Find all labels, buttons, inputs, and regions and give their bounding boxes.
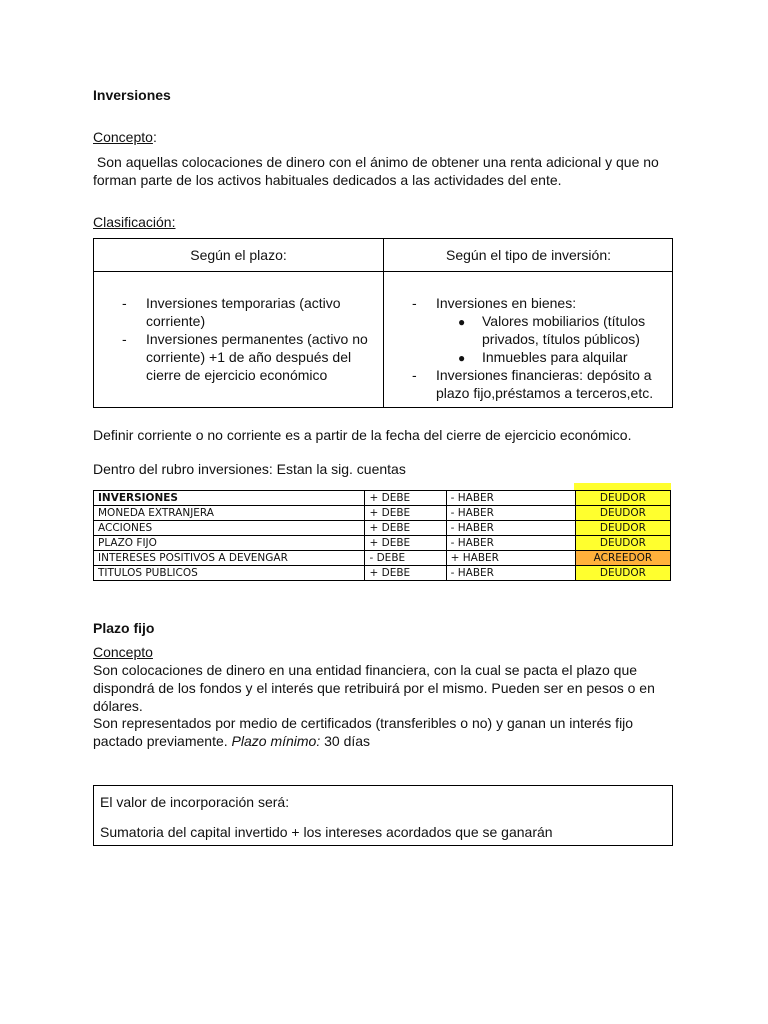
account-estado: DEUDOR [575, 536, 670, 551]
section-title-inversiones: Inversiones [93, 87, 171, 103]
tipo-subitem-inmuebles: Inmuebles para alquilar [482, 349, 628, 365]
account-haber: - HABER [446, 491, 575, 506]
plazo-item-1-line-2: corriente) [146, 313, 206, 329]
concepto-colon: : [152, 129, 157, 145]
account-row [94, 536, 671, 551]
account-name: MONEDA EXTRANJERA [94, 506, 365, 521]
bullet-marker: ● [458, 315, 466, 329]
concepto-label: Concepto [93, 129, 153, 145]
dash-marker: - [412, 367, 417, 383]
plazo-item-2-line-2: corriente) +1 de año después del [146, 349, 352, 365]
plazo-line-5-prefix: pactado previamente. [93, 733, 232, 749]
account-estado: DEUDOR [575, 491, 670, 506]
plazo-line-3: dólares. [93, 698, 143, 714]
account-name: ACCIONES [94, 521, 365, 536]
concepto-line-1: Son aquellas colocaciones de dinero con el ánimo de obtener una renta adicional y que no [93, 154, 659, 170]
tipo-item-financieras-line-1: Inversiones financieras: depósito a [436, 367, 652, 383]
account-estado: ACREEDOR [575, 551, 670, 566]
valor-line-2: Sumatoria del capital invertido + los intereses acordados que se ganarán [100, 824, 553, 840]
account-row [94, 521, 671, 536]
plazo-line-1: Son colocaciones de dinero en una entidad financiera, con la cual se pacta el plazo que [93, 662, 638, 678]
dash-marker: - [122, 295, 127, 311]
plazo-line-2: dispondrá de los fondos y el interés que retribuirá por el mismo. Pueden ser en pesos o en [93, 680, 655, 696]
account-haber: - HABER [446, 566, 575, 581]
account-debe: + DEBE [365, 506, 446, 521]
plazo-concepto-label: Concepto [93, 644, 153, 660]
note-rubro-inversiones: Dentro del rubro inversiones: Estan la sig. cuentas [93, 461, 406, 477]
account-estado: DEUDOR [575, 521, 670, 536]
account-row [94, 551, 671, 566]
account-row [94, 566, 671, 581]
account-name: INVERSIONES [94, 491, 365, 506]
account-haber: - HABER [446, 536, 575, 551]
account-estado: DEUDOR [575, 566, 670, 581]
section-title-plazo-fijo: Plazo fijo [93, 620, 155, 636]
plazo-item-2-line-1: Inversiones permanentes (activo no [146, 331, 368, 347]
header-segun-plazo: Según el plazo: [190, 247, 287, 263]
header-segun-tipo: Según el tipo de inversión: [446, 247, 611, 263]
tipo-subitem-valores-line-1: Valores mobiliarios (títulos [482, 313, 646, 329]
tipo-item-bienes: Inversiones en bienes: [436, 295, 577, 311]
plazo-line-4: Son representados por medio de certificados (transferibles o no) y ganan un interés fijo [93, 715, 634, 731]
account-debe: + DEBE [365, 521, 446, 536]
plazo-minimo-value: 30 días [320, 733, 371, 749]
dash-marker: - [412, 295, 417, 311]
note-corriente: Definir corriente o no corriente es a partir de la fecha del cierre de ejercicio económico. [93, 427, 632, 443]
plazo-line-5 [93, 732, 370, 750]
account-debe: + DEBE [365, 491, 446, 506]
tipo-subitem-valores-line-2: privados, títulos públicos) [482, 331, 640, 347]
account-debe: - DEBE [365, 551, 446, 566]
account-debe: + DEBE [365, 566, 446, 581]
account-haber: - HABER [446, 521, 575, 536]
account-row [94, 491, 671, 506]
plazo-item-1-line-1: Inversiones temporarias (activo [146, 295, 341, 311]
concepto-line-2: forman parte de los activos habituales dedicados a las actividades del ente. [93, 172, 562, 188]
bullet-marker: ● [458, 351, 466, 365]
account-name: INTERESES POSITIVOS A DEVENGAR [94, 551, 365, 566]
plazo-item-2-line-3: cierre de ejercicio económico [146, 367, 328, 383]
table-header-divider [94, 271, 672, 272]
account-haber: - HABER [446, 506, 575, 521]
valor-line-1: El valor de incorporación será: [100, 794, 290, 810]
valor-incorporacion-box [93, 785, 673, 846]
account-debe: + DEBE [365, 536, 446, 551]
account-name: TITULOS PUBLICOS [94, 566, 365, 581]
account-name: PLAZO FIJO [94, 536, 365, 551]
account-row [94, 506, 671, 521]
dash-marker: - [122, 331, 127, 347]
tipo-item-financieras-line-2: plazo fijo,préstamos a terceros,etc. [436, 385, 654, 401]
plazo-minimo-label: Plazo mínimo: [231, 733, 321, 749]
classification-table [93, 238, 673, 408]
account-estado: DEUDOR [575, 506, 670, 521]
concepto-heading [93, 128, 157, 146]
accounts-table [93, 490, 671, 581]
account-haber: + HABER [446, 551, 575, 566]
clasificacion-label: Clasificación: [93, 214, 176, 230]
